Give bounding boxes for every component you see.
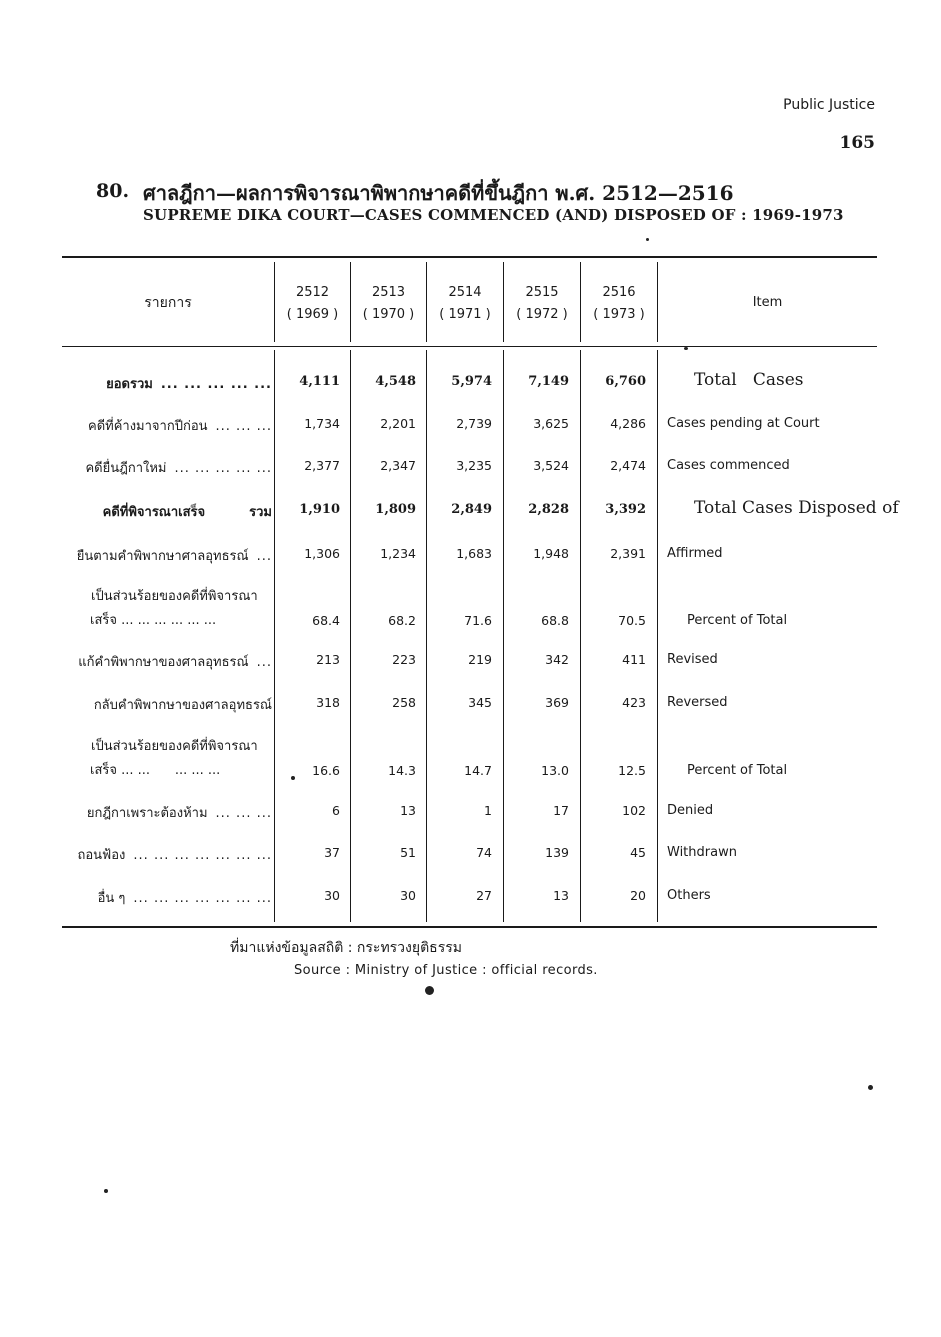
cell-value: 68.4: [312, 613, 340, 628]
scan-speck: [646, 238, 649, 241]
cell-value: 369: [545, 695, 569, 710]
cell-value: 139: [545, 845, 569, 860]
cell-value: 2,201: [380, 416, 416, 431]
table-row: [62, 796, 877, 826]
row-label: [67, 735, 272, 756]
row-label: [67, 651, 272, 672]
row-item-english: Total Cases Disposed of: [694, 498, 899, 518]
cell-value: 1,234: [380, 546, 416, 561]
cell-value: 13: [400, 803, 416, 818]
source-thai: ที่มาแห่งข้อมูลสถิติ : กระทรวงยุติธรรม: [230, 940, 462, 956]
cell-value: 411: [622, 652, 646, 667]
row-label: [67, 802, 272, 823]
year-be: 2514: [448, 285, 482, 300]
cell-value: 1,910: [299, 502, 340, 517]
header-bottom-rule: [62, 346, 877, 347]
row-label: [67, 694, 272, 715]
cell-value: 6,760: [605, 374, 646, 389]
row-label: [67, 887, 272, 908]
header-year-1972: [504, 282, 580, 326]
table-title-thai: ศาลฎีกา—ผลการพิจารณาพิพากษาคดีที่ขึ้นฎีกา พ.ศ. 2512—2516: [143, 181, 734, 205]
cell-value: 14.3: [388, 763, 416, 778]
cell-value: 258: [392, 695, 416, 710]
cell-value: 7,149: [528, 374, 569, 389]
header-year-1969: [275, 282, 350, 326]
year-be: 2516: [602, 285, 636, 300]
row-item-english: Percent of Total: [687, 613, 788, 628]
cell-value: 2,391: [610, 546, 646, 561]
row-label: [67, 373, 272, 394]
cell-value: 27: [476, 888, 492, 903]
table-row: [62, 539, 877, 569]
cell-value: 4,111: [299, 374, 340, 389]
cell-value: 2,739: [456, 416, 492, 431]
row-label: [67, 501, 272, 522]
row-label-text: เป็นส่วนร้อยของคดีที่พิจารณา: [91, 589, 258, 604]
cell-value: 342: [545, 652, 569, 667]
cell-value: 37: [324, 845, 340, 860]
row-item-english: Affirmed: [667, 546, 723, 561]
cell-value: 3,392: [605, 502, 646, 517]
cell-value: 3,524: [533, 458, 569, 473]
table-row: [62, 585, 877, 628]
leader-dots: ... ... ... ... ...: [160, 377, 272, 392]
row-label: [67, 585, 272, 606]
leader-dots: ... ... ... ... ... ... ...: [133, 891, 272, 906]
cell-value: 4,286: [610, 416, 646, 431]
year-ce: ( 1970 ): [362, 307, 415, 322]
table-row: [62, 838, 877, 868]
row-label: [67, 457, 272, 478]
cell-value: 12.5: [618, 763, 646, 778]
row-label-text: คดีที่ค้างมาจากปีก่อน: [88, 419, 208, 434]
table-row: [62, 451, 877, 481]
row-label-text: ยกฎีกาเพราะต้องห้าม: [86, 806, 208, 821]
year-be: 2515: [525, 285, 559, 300]
cell-value: 2,849: [451, 502, 492, 517]
year-be: 2512: [295, 285, 330, 300]
row-item-english: Percent of Total: [687, 763, 788, 778]
cell-value: 345: [468, 695, 492, 710]
header-label-thai: รายการ: [144, 295, 192, 311]
cell-value: 68.2: [388, 613, 416, 628]
cell-value: 102: [622, 803, 646, 818]
row-label: [67, 844, 272, 865]
header-year-1973: [581, 282, 657, 326]
table-row: [62, 645, 877, 675]
cell-value: 318: [316, 695, 340, 710]
scan-speck: [291, 776, 295, 780]
cell-value: 1,683: [456, 546, 492, 561]
row-label-text: เป็นส่วนร้อยของคดีที่พิจารณา: [91, 739, 258, 754]
leader-dots: ... ... ...: [215, 419, 272, 434]
row-item-english: Withdrawn: [667, 845, 737, 860]
cell-value: 219: [468, 652, 492, 667]
cell-value: 71.6: [464, 613, 492, 628]
table-row: [62, 367, 877, 397]
cell-value: 1,809: [375, 502, 416, 517]
row-label-text: กลับคำพิพากษาของศาลอุทธรณ์: [93, 698, 272, 713]
row-label-text: คดียื่นฎีกาใหม่: [85, 461, 167, 476]
year-ce: ( 1969 ): [286, 307, 339, 322]
header-year-1971: [427, 282, 503, 326]
year-ce: ( 1973 ): [593, 307, 645, 322]
table-number: 80.: [96, 180, 130, 202]
table-row: [62, 688, 877, 718]
cell-value: 17: [553, 803, 569, 818]
leader-dots: ...: [256, 549, 272, 564]
cell-value: 4,548: [375, 374, 416, 389]
cell-value: 2,828: [528, 502, 569, 517]
table-title-english: SUPREME DIKA COURT—CASES COMMENCED (AND) DISPOSED OF : 1969-1973: [143, 206, 844, 224]
cell-value: 6: [332, 803, 340, 818]
cell-value: 30: [400, 888, 416, 903]
row-item-english: Cases pending at Court: [667, 416, 820, 431]
table-top-rule: [62, 256, 877, 258]
row-label-text: แก้คำพิพากษาของศาลอุทธรณ์: [78, 655, 249, 670]
row-label: [67, 415, 272, 436]
cell-value: 223: [392, 652, 416, 667]
table-bottom-rule: [62, 926, 877, 928]
table-row: [62, 881, 877, 911]
row-item-english: Cases commenced: [667, 458, 790, 473]
cell-value: 51: [400, 845, 416, 860]
cell-value: 1: [484, 803, 492, 818]
row-item-english: Reversed: [667, 695, 728, 710]
cell-value: 74: [476, 845, 492, 860]
year-be: 2513: [371, 285, 406, 300]
source-english: Source : Ministry of Justice : official records.: [294, 963, 598, 978]
scan-speck: [425, 986, 434, 995]
leader-dots: ... ... ...: [215, 806, 272, 821]
table-row: [62, 495, 899, 525]
leader-dots: ... ... ... ... ... ... ...: [133, 848, 272, 863]
scan-speck: [684, 347, 688, 350]
page-number: 165: [839, 133, 875, 153]
cell-value: 16.6: [312, 763, 340, 778]
cell-value: 1,734: [304, 416, 340, 431]
row-label: [67, 545, 272, 566]
scan-speck: [868, 1085, 873, 1090]
leader-dots: ...: [256, 655, 272, 670]
cell-value: 423: [622, 695, 646, 710]
row-label-continuation: เสร็จ ... ... ... ... ...: [90, 763, 221, 778]
cell-value: 30: [324, 888, 340, 903]
cell-value: 2,347: [380, 458, 416, 473]
table-row: [62, 735, 877, 778]
cell-value: 3,625: [533, 416, 569, 431]
row-item-english: Revised: [667, 652, 718, 667]
row-label-text: ยอดรวม: [106, 377, 153, 392]
row-item-english: Denied: [667, 803, 714, 818]
cell-value: 3,235: [456, 458, 492, 473]
row-label-text: ยืนตามคำพิพากษาศาลอุทธรณ์: [76, 549, 249, 564]
header-item: Item: [752, 295, 783, 310]
table-row: [62, 409, 877, 439]
running-head: Public Justice: [783, 97, 875, 113]
cell-value: 13.0: [541, 763, 569, 778]
cell-value: 2,377: [304, 458, 340, 473]
year-ce: ( 1971 ): [439, 307, 491, 322]
row-label-text: คดีที่พิจารณาเสร็จ: [102, 505, 206, 520]
cell-value: 68.8: [541, 613, 569, 628]
cell-value: 1,306: [304, 546, 340, 561]
header-year-1970: [351, 282, 426, 326]
cell-value: 45: [630, 845, 646, 860]
cell-value: 14.7: [464, 763, 492, 778]
year-ce: ( 1972 ): [516, 307, 568, 322]
row-item-english: Others: [667, 888, 711, 903]
scan-speck: [104, 1189, 108, 1193]
cell-value: 13: [553, 888, 569, 903]
row-label-suffix: รวม: [249, 505, 272, 520]
row-item-english: Total Cases: [694, 370, 804, 390]
row-label-continuation: เสร็จ ... ... ... ... ... ...: [90, 613, 217, 628]
cell-value: 213: [316, 652, 340, 667]
leader-dots: ... ... ... ... ...: [174, 461, 272, 476]
row-label-text: อื่น ๆ: [97, 891, 126, 906]
cell-value: 2,474: [610, 458, 646, 473]
cell-value: 70.5: [618, 613, 646, 628]
cell-value: 5,974: [451, 374, 492, 389]
cell-value: 1,948: [533, 546, 569, 561]
row-label-text: ถอนฟ้อง: [77, 848, 126, 863]
cell-value: 20: [630, 888, 646, 903]
